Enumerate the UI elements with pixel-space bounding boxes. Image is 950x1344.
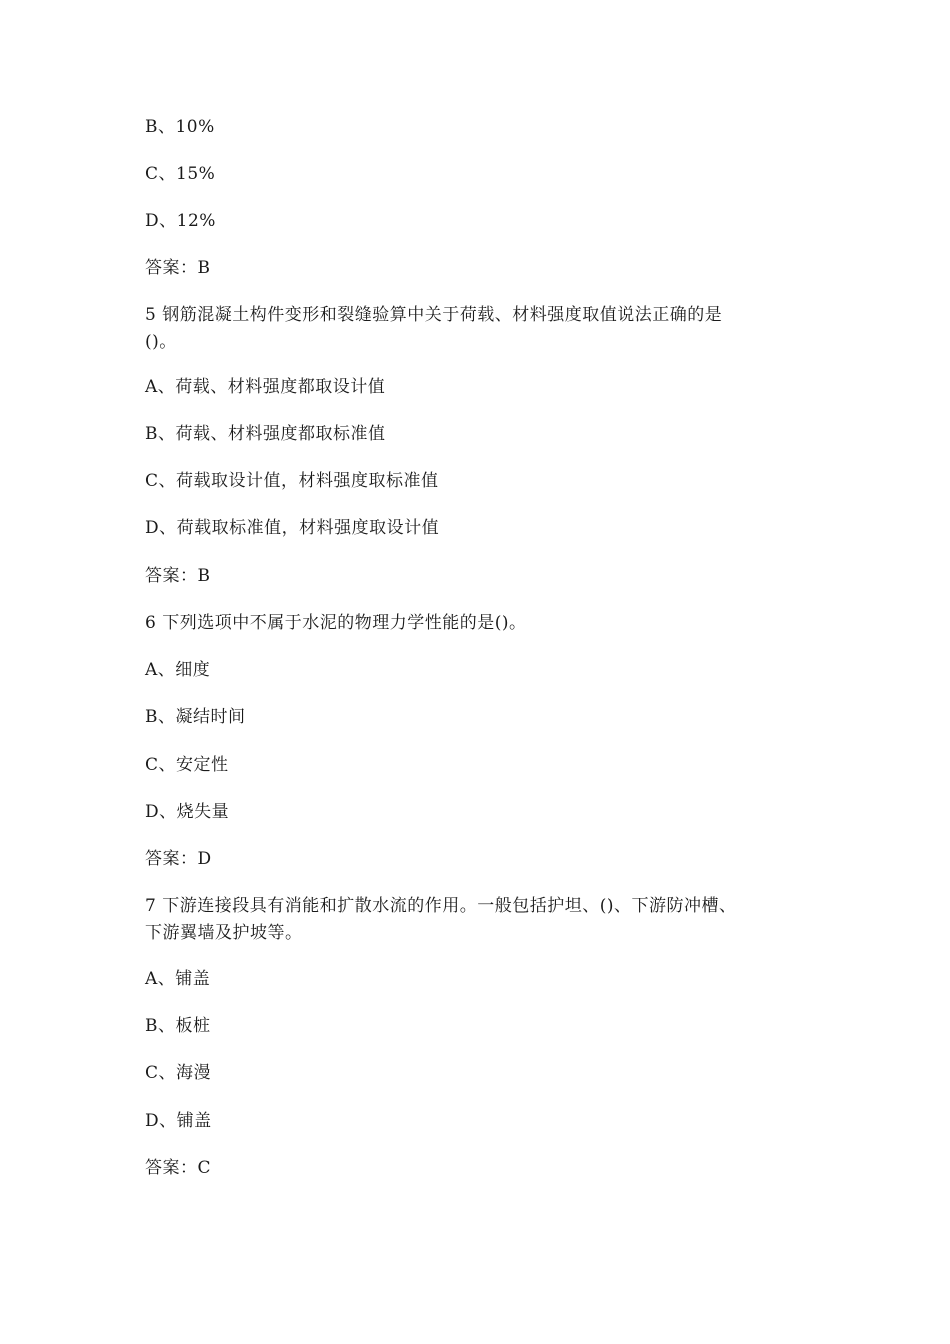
option-c-q4: C、15%: [145, 164, 216, 184]
option-d-q5: D、荷载取标准值，材料强度取设计值: [145, 518, 440, 538]
question-6: 6 下列选项中不属于水泥的物理力学性能的是()。: [145, 613, 527, 633]
option-b-q6: B、凝结时间: [145, 707, 246, 727]
option-b-q5: B、荷载、材料强度都取标准值: [145, 424, 386, 444]
option-d-q4: D、12%: [145, 211, 216, 231]
answer-q5: 答案：B: [145, 566, 211, 586]
option-b-q4: B、10%: [145, 117, 215, 137]
question-7-line1: 7 下游连接段具有消能和扩散水流的作用。一般包括护坦、()、下游防冲槽、: [145, 896, 737, 916]
option-d-q6: D、烧失量: [145, 802, 230, 822]
answer-q7: 答案：C: [145, 1158, 212, 1178]
answer-q4: 答案：B: [145, 258, 211, 278]
question-5-line2: ()。: [145, 332, 177, 352]
option-a-q5: A、荷载、材料强度都取设计值: [145, 377, 386, 397]
option-a-q7: A、铺盖: [145, 969, 211, 989]
option-c-q7: C、海漫: [145, 1063, 212, 1083]
answer-q6: 答案：D: [145, 849, 212, 869]
option-c-q6: C、安定性: [145, 755, 229, 775]
option-b-q7: B、板桩: [145, 1016, 211, 1036]
question-7-line2: 下游翼墙及护坡等。: [145, 923, 303, 943]
question-5-line1: 5 钢筋混凝土构件变形和裂缝验算中关于荷载、材料强度取值说法正确的是: [145, 305, 723, 325]
option-a-q6: A、细度: [145, 660, 211, 680]
option-d-q7: D、铺盖: [145, 1111, 212, 1131]
option-c-q5: C、荷载取设计值，材料强度取标准值: [145, 471, 439, 491]
